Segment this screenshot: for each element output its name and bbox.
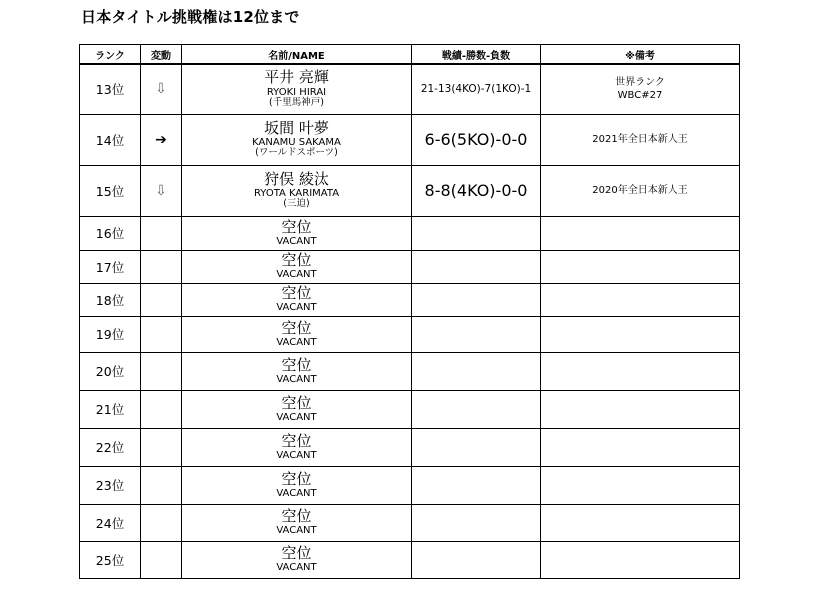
name-jp: 空位 (281, 355, 312, 374)
name-cell (182, 283, 412, 316)
record-cell (412, 316, 541, 352)
arrow-right-icon: ➔ (141, 114, 182, 165)
gym-name: (ワールドスポーツ) (255, 147, 338, 159)
record-cell (412, 352, 541, 390)
name-en: VACANT (276, 525, 317, 537)
table-row (80, 316, 740, 352)
record-cell (412, 466, 541, 504)
note-line-1: 世界ランク (615, 76, 665, 88)
name-en: VACANT (276, 373, 317, 385)
record-cell (412, 283, 541, 316)
name-jp: 空位 (281, 284, 312, 303)
name-cell (182, 250, 412, 283)
record-cell: 8-8(4KO)-0-0 (412, 165, 541, 216)
name-jp: 空位 (281, 469, 312, 488)
rank-cell: 21位 (80, 390, 141, 428)
header-change: 変動 (141, 45, 182, 65)
name-en: VACANT (276, 235, 317, 247)
name-cell (182, 428, 412, 466)
page-title: 日本タイトル挑戦権は12位まで (81, 8, 300, 26)
table-row (80, 250, 740, 283)
name-en: VACANT (276, 562, 317, 574)
rank-cell: 14位 (80, 114, 141, 165)
note-cell (541, 250, 740, 283)
name-jp: 空位 (281, 393, 312, 412)
note-line-1: 2021年全日本新人王 (592, 133, 688, 145)
record-cell: 21-13(4KO)-7(1KO)-1 (412, 64, 541, 114)
table-row (80, 64, 740, 114)
rank-cell: 24位 (80, 504, 141, 541)
ranking-table (79, 44, 740, 579)
header-row (80, 45, 740, 65)
note-line-2: WBC#27 (617, 90, 663, 102)
rank-cell: 25位 (80, 541, 141, 578)
name-jp: 空位 (281, 544, 312, 563)
name-jp: 空位 (281, 251, 312, 270)
name-jp: 狩俣 綾汰 (264, 169, 329, 188)
change-cell (141, 390, 182, 428)
name-jp: 空位 (281, 318, 312, 337)
table-row (80, 165, 740, 216)
change-cell (141, 283, 182, 316)
name-jp: 空位 (281, 217, 312, 236)
name-jp: 平井 亮輝 (264, 68, 329, 87)
record-cell (412, 428, 541, 466)
name-en: VACANT (276, 336, 317, 348)
name-cell (182, 390, 412, 428)
note-cell (541, 283, 740, 316)
name-jp: 空位 (281, 431, 312, 450)
note-cell (541, 216, 740, 250)
name-cell (182, 64, 412, 114)
name-en: VACANT (276, 302, 317, 314)
table-row (80, 114, 740, 165)
name-jp: 坂間 叶夢 (264, 118, 329, 137)
arrow-down-icon: ⇩ (141, 165, 182, 216)
table-row (80, 466, 740, 504)
name-cell (182, 352, 412, 390)
arrow-down-icon: ⇩ (141, 64, 182, 114)
change-cell (141, 428, 182, 466)
note-cell (541, 352, 740, 390)
rank-cell: 23位 (80, 466, 141, 504)
name-en: RYOTA KARIMATA (253, 187, 340, 199)
rank-cell: 16位 (80, 216, 141, 250)
rank-cell: 20位 (80, 352, 141, 390)
note-cell (541, 114, 740, 165)
table-row (80, 216, 740, 250)
gym-name: (千里馬神戸) (269, 97, 324, 109)
table-row (80, 390, 740, 428)
name-en: VACANT (276, 449, 317, 461)
change-cell (141, 504, 182, 541)
note-cell (541, 541, 740, 578)
name-en: VACANT (276, 269, 317, 281)
rank-cell: 19位 (80, 316, 141, 352)
header-record: 戦績-勝数-負数 (412, 45, 541, 65)
rank-cell: 18位 (80, 283, 141, 316)
name-cell (182, 466, 412, 504)
name-en: VACANT (276, 487, 317, 499)
record-cell (412, 250, 541, 283)
change-cell (141, 466, 182, 504)
table-row (80, 428, 740, 466)
change-cell (141, 352, 182, 390)
name-cell (182, 165, 412, 216)
table-row (80, 541, 740, 578)
change-cell (141, 250, 182, 283)
note-cell (541, 466, 740, 504)
note-line-1: 2020年全日本新人王 (592, 184, 688, 196)
record-cell (412, 216, 541, 250)
rank-cell: 22位 (80, 428, 141, 466)
record-cell (412, 541, 541, 578)
change-cell (141, 216, 182, 250)
name-cell (182, 216, 412, 250)
rank-cell: 17位 (80, 250, 141, 283)
note-cell (541, 504, 740, 541)
note-cell (541, 165, 740, 216)
table-row (80, 504, 740, 541)
gym-name: (三迫) (283, 198, 310, 210)
header-rank: ランク (80, 45, 141, 65)
header-note: ※備考 (541, 45, 740, 65)
header-name: 名前/NAME (182, 45, 412, 65)
table-row (80, 352, 740, 390)
name-cell (182, 504, 412, 541)
note-cell (541, 316, 740, 352)
table-row (80, 283, 740, 316)
change-cell (141, 541, 182, 578)
name-cell (182, 541, 412, 578)
name-en: KANAMU SAKAMA (252, 136, 341, 148)
name-cell (182, 114, 412, 165)
rank-cell: 15位 (80, 165, 141, 216)
rank-cell: 13位 (80, 64, 141, 114)
name-en: VACANT (276, 411, 317, 423)
record-cell: 6-6(5KO)-0-0 (412, 114, 541, 165)
name-cell (182, 316, 412, 352)
name-jp: 空位 (281, 507, 312, 526)
name-en: RYOKI HIRAI (266, 86, 327, 98)
change-cell (141, 316, 182, 352)
record-cell (412, 390, 541, 428)
note-cell (541, 428, 740, 466)
record-cell (412, 504, 541, 541)
note-cell (541, 390, 740, 428)
note-cell (541, 64, 740, 114)
